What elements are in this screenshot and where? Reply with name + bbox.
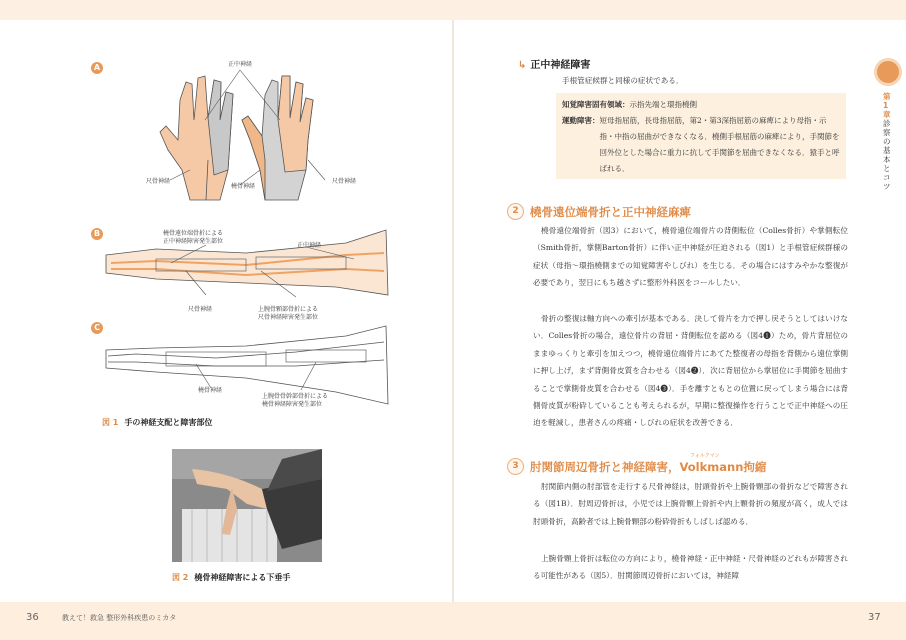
label-median-a: 正中神経 <box>228 61 253 68</box>
section2-paragraph-1: 橈骨遠位端骨折（図3）において，橈骨遠位端骨片の背側転位（Colles骨折）や掌側転位（Smith骨折，掌側Barton骨折）に伴い正中神経が圧迫される（図1）と手根管症候群様の症状（母指〜環指橈側までの知覚障害やしびれ）を生じる．その場合にはすみやかな整復が必要であり，翌日にもち越さずに整形外科医をコールしたい． <box>533 226 848 288</box>
figure2-caption-number: 図 2 <box>172 573 189 582</box>
figure1-caption <box>102 417 212 428</box>
figure2-caption-text: 橈骨神経障害による下垂手 <box>194 573 291 582</box>
label-radius-fx-2: 正中神経障害発生部位 <box>163 238 224 245</box>
arm-illustration-c <box>96 322 392 412</box>
label-ulnar-a: 尺骨神経 <box>146 178 171 185</box>
drop-hand-photo <box>172 449 322 562</box>
chapter-side-tab <box>874 58 906 198</box>
sensory-row <box>562 97 840 113</box>
motor-row <box>562 113 840 177</box>
section2-number-icon: 2 <box>507 203 524 220</box>
label-ulnar-a2: 尺骨神経 <box>332 178 357 185</box>
chapter-tab-icon <box>874 58 902 86</box>
volkmann-ruby: フォルクマン <box>690 453 720 459</box>
book-title: 教えて！救急 整形外科疾患のミカタ <box>62 614 177 622</box>
chapter-number: 第1章 <box>883 92 891 119</box>
label-radius-fx-1: 橈骨遠位端骨折による <box>163 230 224 237</box>
page-number-right: 37 <box>868 612 881 623</box>
chapter-tab-text <box>883 92 895 191</box>
chapter-title: 診察の基本とコツ <box>883 119 891 191</box>
photo-content <box>172 449 322 562</box>
median-section-title <box>518 56 590 71</box>
page-number-left: 36 <box>26 612 39 623</box>
median-intro: 手根管症候群と同様の症状である． <box>562 76 684 85</box>
motor-head: 運動障害： <box>562 116 600 125</box>
arm-illustration-b <box>96 225 392 320</box>
label-humerus-1: 上腕骨骨幹部骨折による <box>262 393 329 400</box>
label-radial-c: 橈骨神経 <box>198 387 223 394</box>
median-symptom-box <box>556 93 846 179</box>
figure2-caption <box>172 572 290 583</box>
label-median-b: 正中神経 <box>297 242 322 249</box>
label-supra-1: 上腕骨顆部骨折による <box>258 306 319 313</box>
palm-hand <box>160 76 233 200</box>
panel-label-b: B <box>91 228 103 240</box>
figure1-caption-text: 手の神経支配と障害部位 <box>124 418 213 427</box>
section3-paragraph-2: 上腕骨顆上骨折は転位の方向により，橈骨神経・正中神経・尺骨神経のどれもが障害される可能性がある（図5）．肘関節周辺骨折においては，神経障 <box>533 554 848 581</box>
panel-label-c: C <box>91 322 103 334</box>
dorsal-hand <box>242 76 313 200</box>
sensory-head: 知覚障害固有領域： <box>562 100 630 109</box>
panel-label-a: A <box>91 62 103 74</box>
arrow-icon: ↳ <box>518 60 527 71</box>
label-radial-a: 橈骨神経 <box>231 183 256 190</box>
label-humerus-2: 橈骨神経障害発生部位 <box>262 401 323 408</box>
figure1-caption-number: 図 1 <box>102 418 119 427</box>
section2-heading <box>507 203 691 220</box>
label-supra-2: 尺骨神経障害発生部位 <box>258 314 319 321</box>
label-ulnar-b: 尺骨神経 <box>188 306 213 313</box>
section2-paragraph-2: 骨折の整復は軸方向への牽引が基本である．決して骨片を力で押し戻そうとしてはいけない．Colles骨折の場合，遠位骨片の背屈・背側転位を認める（図4❶）ため，骨片背屈位のままゆっくりと牽引を加えつつ，橈骨遠位端骨片にあてた整復者の母指を背側から遠位掌側に押し上げ，まず背側骨皮質を合わせる（図4❷）．次に背屈位から掌屈位に手関節を屈曲することで掌側骨皮質を合わせる（図4❸）．手を離すともとの位置に戻ってしまう場合には背側骨皮質が粉砕していることも考えられるが，早期に整復操作を行うことで正中神経への圧迫を軽減し，患者さんの疼痛・しびれの症状を改善できる． <box>533 314 848 428</box>
motor-body: 短母指屈筋，長母指屈筋，第2・第3深指屈筋の麻痺により母指・示指・中指の屈曲ができなくなる．橈側手根屈筋の麻痺により，手関節を回外位とした場合に重力に抗して手関節を屈曲できなくなる．猿手と呼ばれる． <box>599 116 840 173</box>
median-section-title-text: 正中神経障害 <box>530 60 591 71</box>
gutter <box>452 20 454 602</box>
section2-title: 橈骨遠位端骨折と正中神経麻痺 <box>530 204 691 219</box>
section3-heading <box>507 458 766 475</box>
section3-paragraph-1: 肘関節内側の肘部管を走行する尺骨神経は，肘頭骨折や上腕骨顆部の骨折などで障害される（図1B）．肘周辺骨折は，小児では上腕骨顆上骨折や内上顆骨折の頻度が高く，成人では肘頭骨折，高齢者では上腕骨顆部の粉砕骨折もしばしば認める． <box>533 482 848 526</box>
section3-number-icon: 3 <box>507 458 524 475</box>
section3-title: 肘関節周辺骨折と神経障害，Volkmann拘縮 <box>530 459 767 474</box>
sensory-body: 示指先端と環指橈側 <box>629 100 697 109</box>
